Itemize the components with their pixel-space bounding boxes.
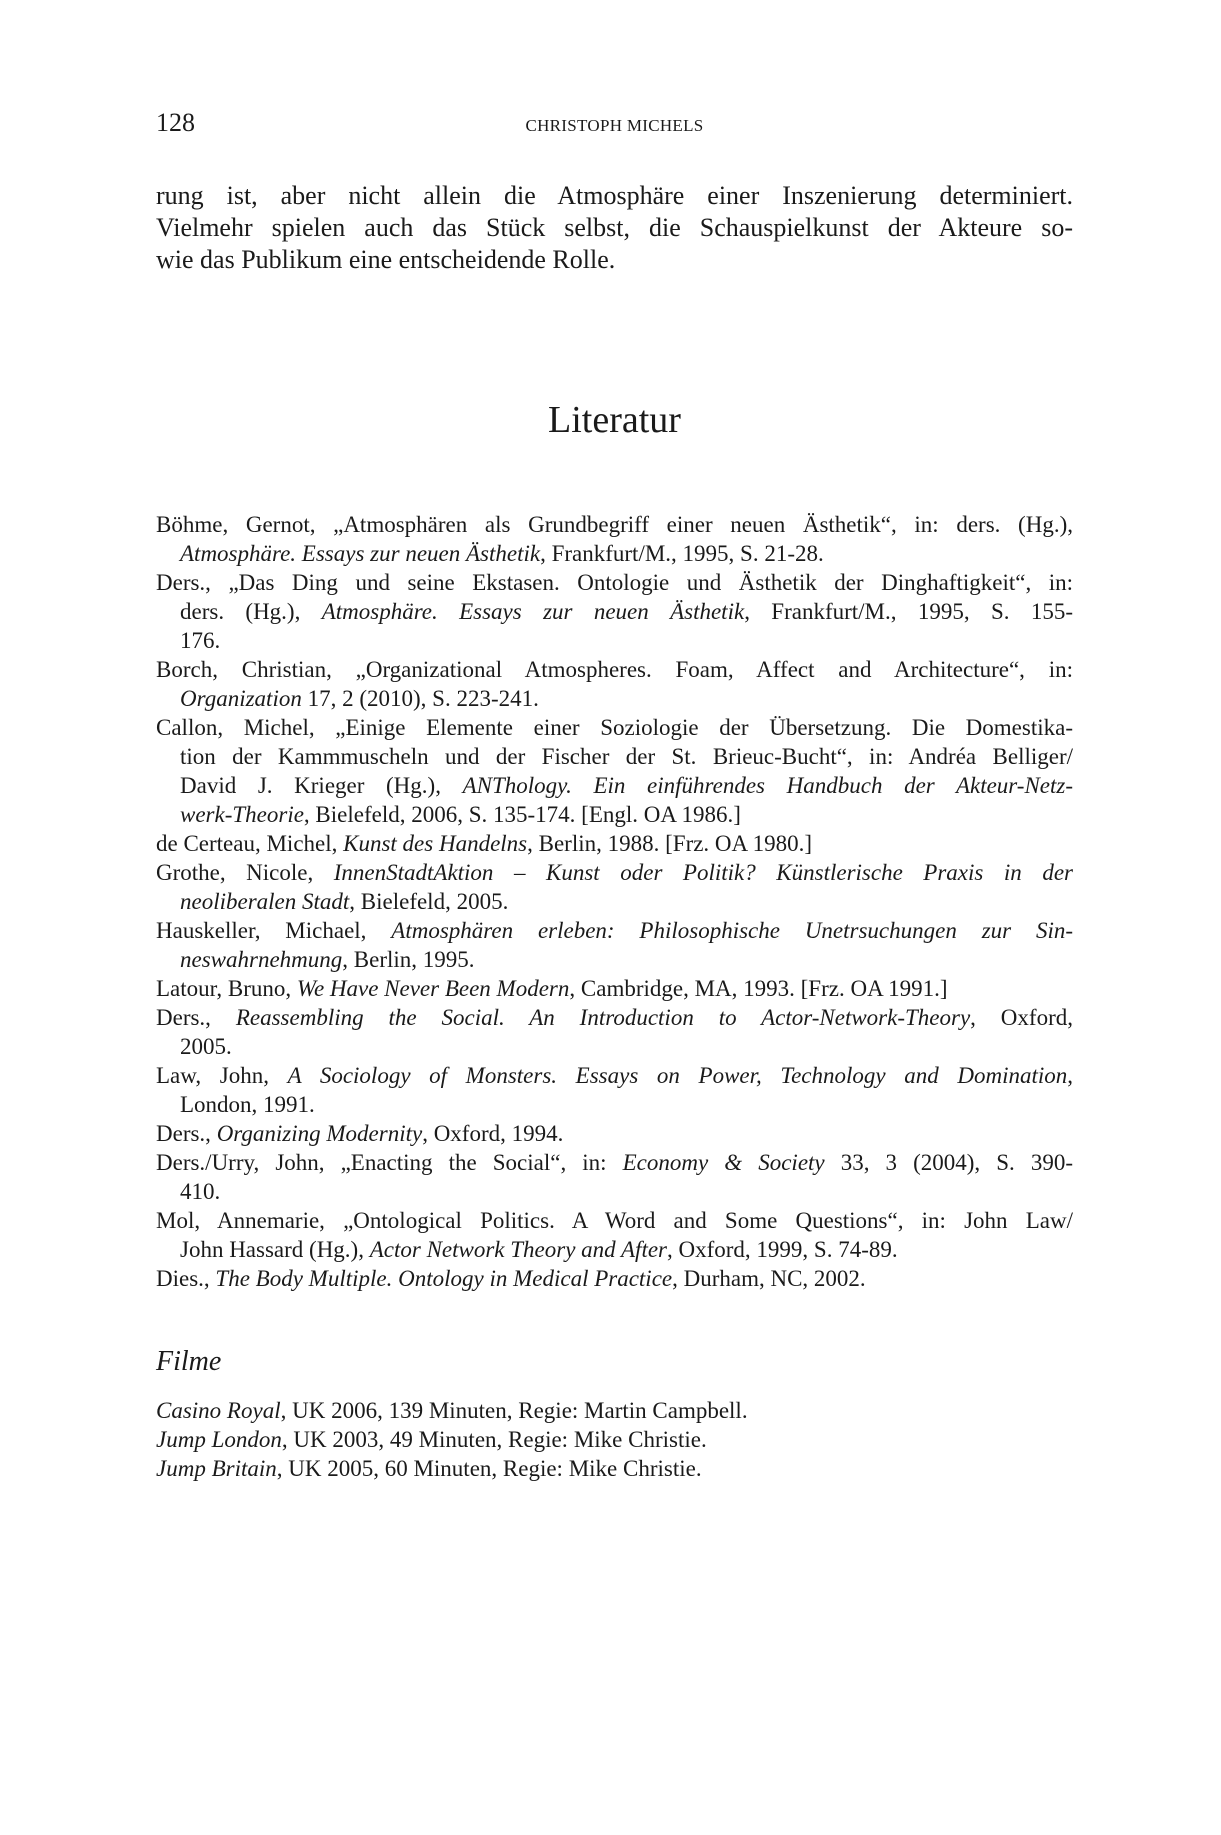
citation-text: Mol, Annemarie, „Ontological Politics. A Word and Some Questions“, in: John Law/	[156, 1208, 1073, 1233]
entry-line	[180, 771, 1073, 800]
entry-line	[156, 858, 1073, 887]
italic-title: A Sociology of Monsters. Essays on Power, Technology and Domination	[287, 1063, 1068, 1088]
italic-title: Atmosphären erleben: Philosophische Unetrsuchungen zur Sin-	[391, 918, 1074, 943]
body-line: Vielmehr spielen auch das Stück selbst, die Schauspielkunst der Akteure so-	[156, 213, 1073, 242]
entry-line	[180, 945, 1073, 974]
italic-title: InnenStadtAktion – Kunst oder Politik? Künstlerische Praxis in der	[333, 860, 1073, 885]
bibliography-list	[156, 510, 1073, 1293]
entry-line	[156, 1003, 1073, 1032]
citation-text: ders. (Hg.),	[180, 599, 322, 624]
body-line: rung ist, aber nicht allein die Atmosphäre einer Inszenierung determiniert.	[156, 181, 1073, 210]
italic-title: Jump Britain	[156, 1456, 277, 1481]
bibliography-entry	[156, 858, 1073, 916]
citation-text: , Cambridge, MA, 1993. [Frz. OA 1991.]	[569, 976, 948, 1001]
bibliography-entry	[156, 1119, 1073, 1148]
italic-title: werk-Theorie	[180, 802, 304, 827]
italic-title: Atmosphäre. Essays zur neuen Ästhetik	[180, 541, 541, 566]
entry-line	[156, 1119, 1073, 1148]
italic-title: Economy & Society	[622, 1150, 825, 1175]
bibliography-entry	[156, 1003, 1073, 1061]
citation-text: , Durham, NC, 2002.	[672, 1266, 866, 1291]
citation-text: , Frankfurt/M., 1995, S. 155-	[744, 599, 1073, 624]
italic-title: Reassembling the Social. An Introduction to Actor-Network-Theory	[235, 1005, 971, 1030]
citation-text: John Hassard (Hg.),	[180, 1237, 370, 1262]
italic-title: Kunst des Handelns	[343, 831, 528, 856]
italic-title: ANThology. Ein einführendes Handbuch der Akteur-Netz-	[462, 773, 1073, 798]
italic-title: Actor Network Theory and After	[369, 1237, 667, 1262]
citation-text: , Berlin, 1995.	[342, 947, 475, 972]
film-entry	[156, 1454, 1073, 1483]
entry-line	[180, 800, 1073, 829]
running-header	[156, 108, 1073, 142]
italic-title: Atmosphäre. Essays zur neuen Ästhetik	[321, 599, 745, 624]
entry-line	[180, 684, 1073, 713]
entry-line	[156, 1264, 1073, 1293]
citation-text: 410.	[180, 1179, 221, 1204]
citation-text: Ders.,	[156, 1005, 236, 1030]
citation-text: Ders./Urry, John, „Enacting the Social“, in:	[156, 1150, 623, 1175]
entry-line	[180, 1032, 1073, 1061]
citation-text: Law, John,	[156, 1063, 288, 1088]
entry-line	[156, 916, 1074, 945]
citation-text: 33, 3 (2004), S. 390-	[824, 1150, 1073, 1175]
citation-text: , Oxford, 1994.	[422, 1121, 564, 1146]
author-running-head: CHRISTOPH MICHELS	[525, 116, 704, 135]
film-entry	[156, 1425, 1073, 1454]
citation-text: Ders., „Das Ding und seine Ekstasen. Ontologie und Ästhetik der Dinghaftigkeit“, in:	[156, 570, 1073, 595]
italic-title: The Body Multiple. Ontology in Medical Practice	[215, 1266, 673, 1291]
entry-line	[156, 1061, 1073, 1090]
citation-text: , Bielefeld, 2006, S. 135-174. [Engl. OA 1986.]	[303, 802, 741, 827]
bibliography-entry	[156, 1264, 1073, 1293]
entry-line	[156, 829, 1073, 858]
citation-text: Ders.,	[156, 1121, 217, 1146]
entry-line	[156, 1206, 1073, 1235]
bibliography-entry	[156, 1206, 1073, 1264]
citation-text: Latour, Bruno,	[156, 976, 297, 1001]
body-line: wie das Publikum eine entscheidende Rolle.	[156, 245, 616, 274]
bibliography-entry	[156, 1148, 1073, 1206]
citation-text: , Oxford,	[970, 1005, 1073, 1030]
citation-text: , Berlin, 1988. [Frz. OA 1980.]	[527, 831, 813, 856]
citation-text: , UK 2006, 139 Minuten, Regie: Martin Campbell.	[280, 1398, 748, 1423]
bibliography-entry	[156, 510, 1073, 568]
film-list	[156, 1396, 1073, 1483]
entry-line	[180, 626, 1073, 655]
subsection-title-filme: Filme	[156, 1346, 222, 1377]
citation-text: Borch, Christian, „Organizational Atmospheres. Foam, Affect and Architecture“, in:	[156, 657, 1073, 682]
film-entry	[156, 1396, 1073, 1425]
citation-text: , Bielefeld, 2005.	[349, 889, 509, 914]
bibliography-entry	[156, 713, 1073, 829]
section-title-literatur: Literatur	[548, 399, 681, 441]
citation-text: 2005.	[180, 1034, 232, 1059]
entry-line	[156, 568, 1073, 597]
citation-text: Grothe, Nicole,	[156, 860, 334, 885]
italic-title: Jump London	[156, 1427, 282, 1452]
citation-text: 176.	[180, 628, 221, 653]
entry-line	[180, 1090, 1073, 1119]
page-number: 128	[156, 108, 195, 137]
bibliography-entry	[156, 568, 1073, 655]
entry-line	[156, 655, 1073, 684]
entry-line	[156, 1148, 1073, 1177]
italic-title: We Have Never Been Modern	[296, 976, 570, 1001]
bibliography-entry	[156, 655, 1073, 713]
entry-line	[180, 1177, 1073, 1206]
citation-text: Dies.,	[156, 1266, 216, 1291]
body-paragraph	[156, 180, 1073, 276]
citation-text: Böhme, Gernot, „Atmosphären als Grundbegriff einer neuen Ästhetik“, in: ders. (Hg.),	[156, 512, 1073, 537]
italic-title: neswahrnehmung	[180, 947, 343, 972]
entry-line	[156, 713, 1073, 742]
citation-text: Hauskeller, Michael,	[156, 918, 392, 943]
bibliography-entry	[156, 829, 1073, 858]
entry-line	[180, 597, 1073, 626]
citation-text: , UK 2005, 60 Minuten, Regie: Mike Christie.	[276, 1456, 702, 1481]
entry-line	[180, 1235, 1073, 1264]
citation-text: David J. Krieger (Hg.),	[180, 773, 463, 798]
citation-text: de Certeau, Michel,	[156, 831, 344, 856]
citation-text: , Frankfurt/M., 1995, S. 21-28.	[540, 541, 824, 566]
entry-line	[156, 510, 1073, 539]
citation-text: tion der Kammmuscheln und der Fischer der St. Brieuc-Bucht“, in: Andréa Belliger/	[180, 744, 1073, 769]
entry-line	[180, 539, 1073, 568]
bibliography-entry	[156, 1061, 1073, 1119]
italic-title: neoliberalen Stadt	[180, 889, 350, 914]
citation-text: , UK 2003, 49 Minuten, Regie: Mike Christie.	[281, 1427, 707, 1452]
entry-line	[180, 887, 1073, 916]
bibliography-entry	[156, 916, 1073, 974]
italic-title: Casino Royal	[156, 1398, 281, 1423]
citation-text: ,	[1067, 1063, 1073, 1088]
citation-text: , Oxford, 1999, S. 74-89.	[667, 1237, 898, 1262]
entry-line	[156, 974, 1073, 1003]
citation-text: London, 1991.	[180, 1092, 315, 1117]
bibliography-entry	[156, 974, 1073, 1003]
italic-title: Organizing Modernity	[216, 1121, 423, 1146]
entry-line	[180, 742, 1073, 771]
citation-text: Callon, Michel, „Einige Elemente einer Soziologie der Übersetzung. Die Domestika-	[156, 715, 1073, 740]
citation-text: 17, 2 (2010), S. 223-241.	[301, 686, 539, 711]
italic-title: Organization	[180, 686, 302, 711]
